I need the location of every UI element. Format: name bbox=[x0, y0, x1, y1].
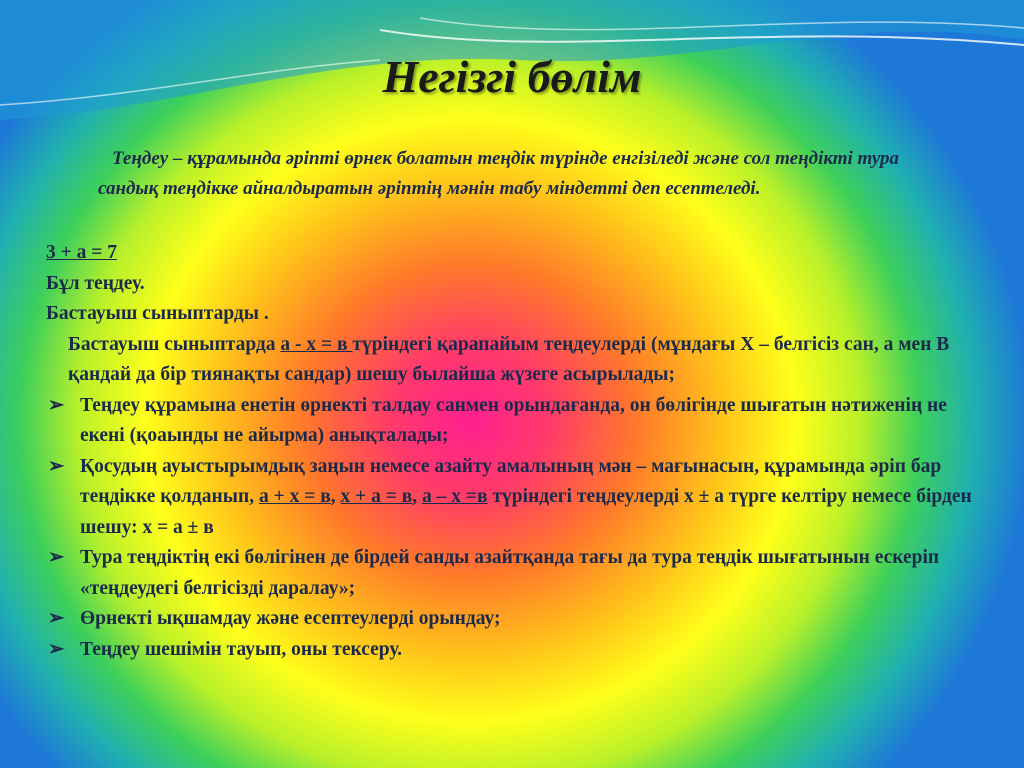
line-primary-classes: Бастауыш сыныптарды . bbox=[46, 303, 269, 324]
formula-3: а – х =в bbox=[422, 486, 488, 507]
list-item-text: Тура теңдіктің екі бөлігінен де бірдей санды азайтқанда тағы да тура теңдік шығатынын ескеріп «теңдеудегі белгісізді даралау»; bbox=[80, 547, 940, 599]
list-item-text: Теңдеу шешімін тауып, оны тексеру. bbox=[80, 638, 403, 660]
line-this-equation: Бұл теңдеу. bbox=[46, 272, 145, 294]
example-equation: 3 + а = 7 bbox=[46, 242, 117, 263]
intro-definition: Теңдеу – құрамында әріпті өрнек болатын теңдік түрінде енгізіледі және сол теңдікті тура сандық теңдікке айналдыратын әріптің мәнін табу міндетті деп есептеледі. bbox=[98, 148, 900, 199]
paragraph-end: түріндегі қарапайым теңдеулерді (мұндағы Х – белгісіз сан, а мен В қандай да бір тиянақты сандар) шешу былайша жүзеге асырылады; bbox=[68, 333, 950, 385]
paragraph-start: Бастауыш сыныптарда bbox=[68, 333, 281, 355]
list-item-text-end: түріндегі теңдеулерді х ± а түрге келтіру немесе бірден шешу: х = а ± в bbox=[80, 486, 972, 538]
arrow-bullet-icon: ➢ bbox=[48, 455, 65, 477]
formula-1: а + х = в bbox=[259, 486, 331, 507]
slide-title: Негізгі бөлім bbox=[382, 51, 642, 102]
list-item bbox=[46, 391, 996, 452]
arrow-bullet-icon: ➢ bbox=[48, 394, 65, 416]
list-item bbox=[46, 635, 996, 666]
arrow-bullet-icon: ➢ bbox=[48, 608, 65, 629]
list-item bbox=[46, 543, 996, 604]
list-item-text: Қосудың ауыстырымдық заңын немесе азайту амалының мән – мағынасын, құрамында әріп бар теңдікке қолданып, bbox=[80, 455, 942, 507]
formula-2: х + а = в bbox=[340, 486, 413, 507]
paragraph-formula: а - х = в bbox=[280, 333, 353, 355]
main-paragraph bbox=[46, 330, 996, 391]
list-item bbox=[46, 604, 996, 635]
list-item bbox=[46, 452, 996, 544]
separator: , bbox=[412, 486, 423, 507]
arrow-bullet-icon: ➢ bbox=[48, 547, 65, 568]
arrow-bullet-icon: ➢ bbox=[48, 638, 65, 660]
slide-body bbox=[46, 238, 996, 665]
steps-list bbox=[46, 391, 996, 666]
list-item-text: Өрнекті ықшамдау және есептеулерді орындау; bbox=[80, 608, 501, 629]
separator: , bbox=[330, 486, 341, 507]
list-item-text: Теңдеу құрамына енетін өрнекті талдау санмен орындағанда, он бөлігінде шығатын нәтиженің не екені (қоаынды не айырма) анықталады; bbox=[80, 394, 947, 446]
